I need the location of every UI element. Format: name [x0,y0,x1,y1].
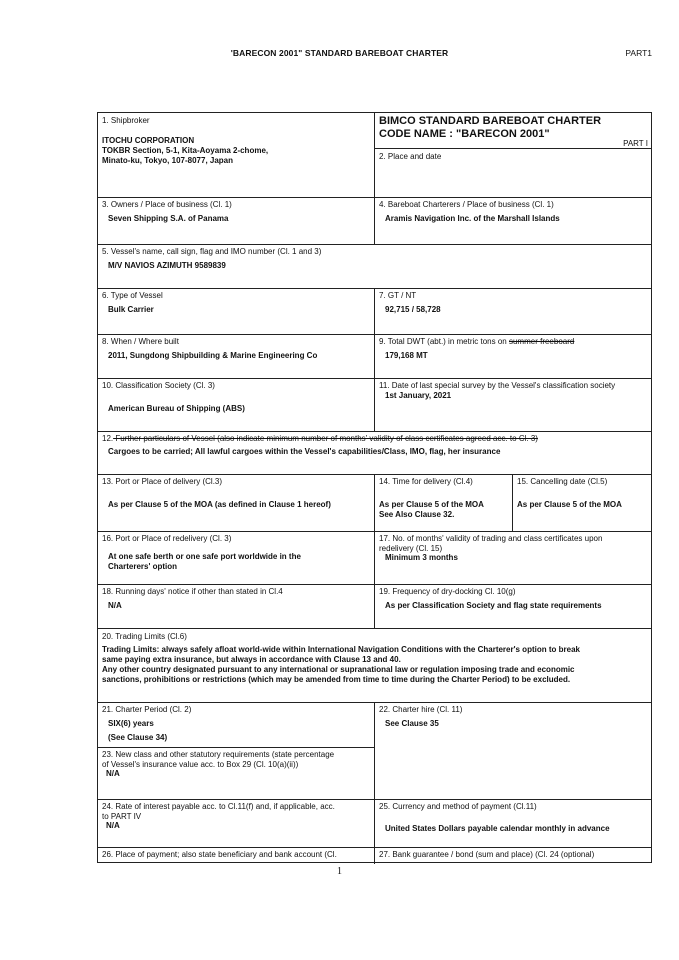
row-interest-currency [98,800,651,848]
vessel-name-value: M/V NAVIOS AZIMUTH 9589839 [108,260,226,270]
box-15-cancelling-date [513,475,652,531]
redelivery-value-2: Charterers' option [108,561,178,571]
box-10-classification-society [98,379,375,431]
box-17-certificate-validity [375,532,652,584]
box-9-total-dwt [375,335,652,378]
trading-limits-line-1: Trading Limits: always safely afloat world-wide within International Navigation Conditions with the Charterer's option to break [102,644,580,654]
box-16-place-of-redelivery [98,532,375,584]
box-8-when-where-built [98,335,375,378]
box-5-vessel-name [98,245,652,288]
box-12-label-struck: Further particulars of Vessel (also indicate minimum number of months' validity of class certificates agreed acc. to Cl. 3) [113,434,538,443]
row-trading-limits [98,629,651,703]
classification-value: American Bureau of Shipping (ABS) [108,403,245,413]
gt-nt-value: 92,715 / 58,728 [385,304,441,314]
box-14-label: 14. Time for delivery (Cl.4) [379,477,473,486]
row-notice-drydock [98,585,651,629]
shipbroker-address-2: Minato-ku, Tokyo, 107-8077, Japan [102,155,234,165]
box-3-owners [98,198,375,244]
box-5-label: 5. Vessel's name, call sign, flag and IMO number (Cl. 1 and 3) [102,247,322,256]
box-10-label: 10. Classification Society (Cl. 3) [102,381,215,390]
trading-limits-line-4: sanctions, prohibitions or restrictions (which may be amended from time to time during the Charter Period) to be excluded. [102,674,571,684]
box-25-label: 25. Currency and method of payment (Cl.11) [379,802,537,811]
box-24-label-1: 24. Rate of interest payable acc. to Cl.11(f) and, if applicable, acc. [102,802,335,811]
box-17-label-2: redelivery (Cl. 15) [379,543,443,553]
bimco-part-label: PART I [623,139,648,148]
cargoes-value: Cargoes to be carried; All lawful cargoes within the Vessel's capabilities/Class, IMO, flag, her insurance [108,446,501,456]
box-2-place-date [375,149,652,162]
box-11-last-special-survey [375,379,652,431]
box-18-running-days-notice [98,585,375,628]
built-value: 2011, Sungdong Shipbuilding & Marine Engineering Co [108,350,318,360]
box-12-further-particulars [98,432,652,474]
box-24-interest-rate [98,800,375,847]
certificate-validity-value: Minimum 3 months [385,553,458,562]
box-12-label-number: 12. [102,434,114,443]
box-19-label: 19. Frequency of dry-docking Cl. 10(g) [379,587,516,596]
box-9-label [379,337,648,347]
box-6-label: 6. Type of Vessel [102,291,163,300]
box-12-label [102,434,648,444]
box-24-label-2: to PART IV [102,811,142,821]
box-23-new-class-requirements [98,748,374,779]
row-classification [98,379,651,432]
box-4-bareboat-charterers [375,198,652,244]
charterers-value: Aramis Navigation Inc. of the Marshall Islands [385,213,560,223]
dwt-value: 179,168 MT [385,350,428,360]
row-charter-period [98,703,651,800]
box-21-and-23 [98,703,375,799]
box-9-label-text: 9. Total DWT (abt.) in metric tons on [379,337,509,346]
document-title: 'BARECON 2001" STANDARD BAREBOAT CHARTER [230,48,449,58]
row-owners [98,198,651,245]
box-13-place-of-delivery [98,475,375,531]
interest-rate-value: N/A [106,821,120,830]
box-11-label: 11. Date of last special survey by the Vessel's classification society [379,381,616,390]
box-25-currency-payment [375,800,652,847]
box-23-label-1: 23. New class and other statutory requirements (state percentage [102,750,335,759]
box-21-charter-period [98,703,374,748]
box-20-label: 20. Trading Limits (Cl.6) [102,632,187,641]
survey-date-value: 1st January, 2021 [385,390,452,400]
row-shipbroker [98,113,651,198]
box-3-label: 3. Owners / Place of business (Cl. 1) [102,200,232,209]
box-27-label: 27. Bank guarantee / bond (sum and place) (Cl. 24 (optional) [379,850,595,859]
new-class-value: N/A [106,769,120,778]
box-19-dry-docking-frequency [375,585,652,628]
shipbroker-address-1: TOKBR Section, 5-1, Kita-Aoyama 2-chome, [102,145,269,155]
box-17-label-1: 17. No. of months' validity of trading and class certificates upon [379,534,603,543]
box-6-type-of-vessel [98,289,375,334]
row-redelivery [98,532,651,585]
box-21-label: 21. Charter Period (Cl. 2) [102,705,192,714]
row-vessel-type [98,289,651,335]
row-vessel-name [98,245,651,289]
shipbroker-name: ITOCHU CORPORATION [102,135,195,145]
delivery-time-value-1: As per Clause 5 of the MOA [379,499,484,509]
page-number: 1 [337,866,342,877]
box-22-charter-hire [375,703,652,799]
box-7-gt-nt [375,289,652,334]
vessel-type-value: Bulk Carrier [108,304,154,314]
row-further-particulars [98,432,651,475]
box-20-trading-limits [98,629,652,702]
trading-limits-line-2: same paying extra insurance, but always in accordance with Clause 13 and 40. [102,654,401,664]
charter-period-value-2: (See Clause 34) [108,732,168,742]
row-built-dwt [98,335,651,379]
charter-period-value-1: SIX(6) years [108,718,154,728]
delivery-time-value-2: See Also Clause 32. [379,509,455,519]
box-1-label: 1. Shipbroker [102,116,150,125]
box-18-label: 18. Running days' notice if other than stated in Cl.4 [102,587,283,596]
redelivery-value-1: At one safe berth or one safe port worldwide in the [108,551,301,561]
box-22-label: 22. Charter hire (Cl. 11) [379,705,463,714]
box-7-label: 7. GT / NT [379,291,417,300]
row-delivery [98,475,651,532]
box-13-label: 13. Port or Place of delivery (Cl.3) [102,477,223,486]
box-27-bank-guarantee [375,848,652,864]
charter-form [97,112,652,863]
box-2-label: 2. Place and date [379,152,442,161]
row-payment-guarantee [98,848,651,864]
box-23-label-2: of Vessel's insurance value acc. to Box 29 (Cl. 10(a)(ii)) [102,759,299,769]
box-26-label: 26. Place of payment; also state beneficiary and bank account (Cl. [102,850,337,859]
cancelling-date-value: As per Clause 5 of the MOA [517,499,622,509]
notice-value: N/A [108,600,122,610]
delivery-place-value: As per Clause 5 of the MOA (as defined in Clause 1 hereof) [108,499,331,509]
box-8-label: 8. When / Where built [102,337,179,346]
box-14-time-for-delivery [375,475,513,531]
trading-limits-line-3: Any other country designated pursuant to any international or supranational law or regulation imposing trade and economic [102,664,575,674]
box-16-label: 16. Port or Place of redelivery (Cl. 3) [102,534,232,543]
box-26-place-of-payment [98,848,375,864]
bimco-title: BIMCO STANDARD BAREBOAT CHARTER [379,115,602,127]
dry-docking-value: As per Classification Society and flag state requirements [385,600,602,610]
charter-hire-value: See Clause 35 [385,718,439,728]
part-label: PART1 [625,48,652,58]
owners-value: Seven Shipping S.A. of Panama [108,213,229,223]
box-9-label-struck: summer freeboard [508,337,575,346]
box-15-label: 15. Cancelling date (Cl.5) [517,477,608,486]
bimco-and-box-2 [375,113,652,197]
box-1-shipbroker [98,113,375,197]
bimco-heading-block [375,113,652,149]
box-4-label: 4. Bareboat Charterers / Place of business (Cl. 1) [379,200,554,209]
currency-value: United States Dollars payable calendar monthly in advance [385,823,610,833]
bimco-code-name: CODE NAME : "BARECON 2001" [379,127,550,140]
